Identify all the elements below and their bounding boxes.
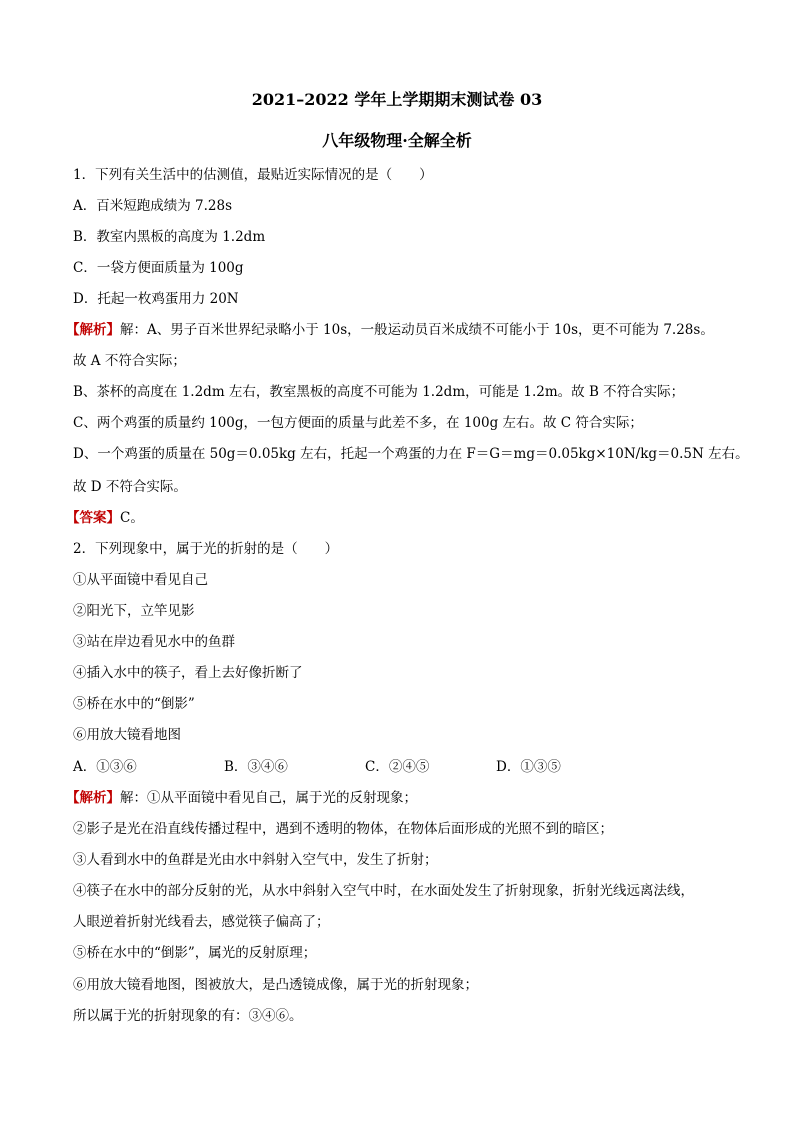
q2-analysis-line: ⑤桥在水中的“倒影”，属光的反射原理； xyxy=(73,945,317,961)
q2-choice-d: D．①③⑤ xyxy=(496,759,561,775)
q2-choice-c: C．②④⑤ xyxy=(365,759,430,775)
q1-analysis-text: 解：A、男子百米世界纪录略小于 10s，一般运动员百米成绩不可能小于 10s，更不可能为 7.28s。 xyxy=(120,322,714,338)
q1-analysis-line: 故 A 不符合实际； xyxy=(73,353,186,369)
q2-choice-a: A．①③⑥ xyxy=(73,759,137,775)
q1-analysis-line: B、茶杯的高度在 1.2dm 左右，教室黑板的高度不可能为 1.2dm，可能是 1.2m。故 B 不符合实际； xyxy=(73,384,685,400)
q1-analysis-tag: 【解析】 xyxy=(66,322,120,338)
q2-item: ③站在岸边看见水中的鱼群 xyxy=(73,634,235,650)
q2-item: ②阳光下，立竿见影 xyxy=(73,603,195,619)
q2-analysis-line: ③人看到水中的鱼群是光由水中斜射入空气中，发生了折射； xyxy=(73,852,438,868)
q2-analysis-line: ⑥用放大镜看地图，图被放大，是凸透镜成像，属于光的折射现象； xyxy=(73,977,478,993)
q2-analysis-text: 解：①从平面镜中看见自己，属于光的反射现象； xyxy=(120,790,417,806)
q1-answer-tag: 【答案】 xyxy=(66,510,120,526)
q2-analysis-line: ②影子是光在沿直线传播过程中，遇到不透明的物体，在物体后面形成的光照不到的暗区； xyxy=(73,821,613,837)
q2-choice-b: B．③④⑥ xyxy=(224,759,288,775)
exam-subtitle: 八年级物理·全解全析 xyxy=(322,131,472,150)
q1-option-d: D．托起一枚鸡蛋用力 20N xyxy=(73,291,239,307)
q2-stem: 2．下列现象中，属于光的折射的是（ ） xyxy=(73,541,339,557)
q1-analysis-line: 故 D 不符合实际。 xyxy=(73,479,187,495)
q2-analysis-line: 人眼逆着折射光线看去，感觉筷子偏高了； xyxy=(73,914,330,930)
q2-item: ⑤桥在水中的“倒影” xyxy=(73,696,195,712)
q2-analysis-first-line xyxy=(66,788,726,808)
q2-item: ⑥用放大镜看地图 xyxy=(73,727,181,743)
q1-analysis-line: D、一个鸡蛋的质量在 50g＝0.05kg 左右，托起一个鸡蛋的力在 F＝G＝mg＝0.05kg×10N/kg＝0.5N 左右。 xyxy=(73,446,749,462)
q2-item: ④插入水中的筷子，看上去好像折断了 xyxy=(73,665,303,681)
q2-item: ①从平面镜中看见自己 xyxy=(73,572,208,588)
q1-stem: 1．下列有关生活中的估测值，最贴近实际情况的是（ ） xyxy=(73,167,433,183)
q1-answer-text: C。 xyxy=(120,510,144,526)
q1-option-c: C．一袋方便面质量为 100g xyxy=(73,260,244,276)
q1-option-a: A．百米短跑成绩为 7.28s xyxy=(73,198,233,214)
q2-analysis-line: ④筷子在水中的部分反射的光，从水中斜射入空气中时，在水面处发生了折射现象，折射光线远离法线， xyxy=(73,883,694,899)
q1-analysis-first-line xyxy=(66,320,726,340)
q2-analysis-tag: 【解析】 xyxy=(66,790,120,806)
q1-analysis-line: C、两个鸡蛋的质量约 100g，一包方便面的质量与此差不多，在 100g 左右。故 C 符合实际； xyxy=(73,415,643,431)
exam-title: 2021–2022 学年上学期期末测试卷 03 xyxy=(251,90,543,109)
q2-analysis-line: 所以属于光的折射现象的有：③④⑥。 xyxy=(73,1008,303,1024)
q1-option-b: B．教室内黑板的高度为 1.2dm xyxy=(73,229,266,245)
q1-answer-line xyxy=(66,508,726,528)
